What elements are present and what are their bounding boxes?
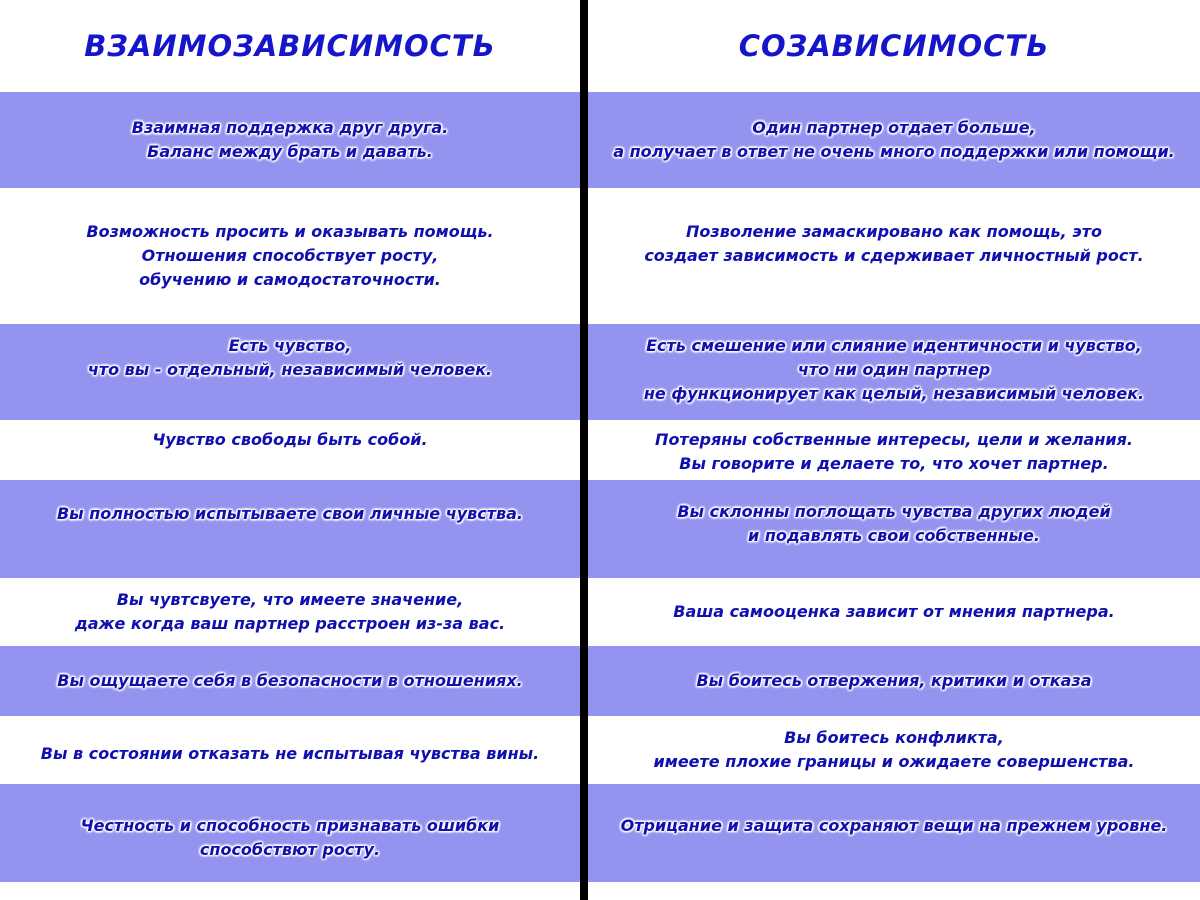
codependence-text: Отрицание и защита сохраняют вещи на прежнем уровне.: [620, 816, 1168, 835]
interdependence-cell: [0, 578, 580, 646]
codependence-text: Есть смешение или слияние идентичности и чувство, что ни один партнер не функционирует как целый, независимый человек.: [643, 336, 1145, 403]
table-row: [0, 646, 1200, 716]
interdependence-cell: [0, 420, 580, 480]
interdependence-text: Вы чувтсвуете, что имеете значение, даже когда ваш партнер расстроен из-за вас.: [74, 590, 506, 633]
interdependence-cell: [0, 784, 580, 882]
table-row: [0, 188, 1200, 324]
codependence-text: Ваша самооценка зависит от мнения партнера.: [673, 602, 1115, 621]
codependence-text: Позволение замаскировано как помощь, это создает зависимость и сдерживает личностный рост.: [644, 222, 1144, 265]
interdependence-cell: [0, 480, 580, 578]
codependence-text: Вы боитесь отвержения, критики и отказа: [696, 671, 1092, 690]
table-row: [0, 480, 1200, 578]
codependence-cell: [588, 716, 1200, 784]
codependence-text: Потеряны собственные интересы, цели и желания. Вы говорите и делаете то, что хочет партнер.: [655, 430, 1133, 473]
interdependence-text: Возможность просить и оказывать помощь. Отношения способствует росту, обучению и самодостаточности.: [86, 222, 494, 289]
table-row: [0, 784, 1200, 882]
interdependence-cell: [0, 324, 580, 420]
interdependence-text: Вы ощущаете себя в безопасности в отношениях.: [57, 671, 523, 690]
column-divider: [580, 0, 588, 900]
table-row: [0, 420, 1200, 480]
table-row: [0, 92, 1200, 188]
interdependence-text: Вы в состоянии отказать не испытывая чувства вины.: [40, 744, 540, 763]
interdependence-cell: [0, 188, 580, 324]
codependence-cell: [588, 420, 1200, 480]
codependence-cell: [588, 578, 1200, 646]
interdependence-cell: [0, 646, 580, 716]
table-row: [0, 716, 1200, 784]
table-row: [0, 578, 1200, 646]
interdependence-text: Взаимная поддержка друг друга. Баланс между брать и давать.: [131, 118, 449, 161]
codependence-text: Вы склонны поглощать чувства других людей и подавлять свои собственные.: [677, 502, 1111, 545]
heading-codependence: СОЗАВИСИМОСТЬ: [738, 29, 1050, 63]
interdependence-text: Чувство свободы быть собой.: [152, 430, 428, 449]
codependence-cell: [588, 784, 1200, 882]
codependence-text: Вы боитесь конфликта, имеете плохие границы и ожидаете совершенства.: [653, 728, 1135, 771]
codependence-cell: [588, 324, 1200, 420]
heading-interdependence: ВЗАИМОЗАВИСИМОСТЬ: [84, 29, 496, 63]
interdependence-text: Вы полностью испытываете свои личные чувства.: [56, 504, 523, 523]
interdependence-cell: [0, 716, 580, 784]
interdependence-cell: [0, 92, 580, 188]
codependence-cell: [588, 188, 1200, 324]
codependence-cell: [588, 480, 1200, 578]
table-row: [0, 324, 1200, 420]
codependence-text: Один партнер отдает больше, а получает в ответ не очень много поддержки или помощи.: [613, 118, 1175, 161]
codependence-cell: [588, 92, 1200, 188]
interdependence-text: Есть чувство, что вы - отдельный, независимый человек.: [87, 336, 493, 379]
codependence-cell: [588, 646, 1200, 716]
interdependence-text: Честность и способность признавать ошибки способствют росту.: [80, 816, 500, 859]
